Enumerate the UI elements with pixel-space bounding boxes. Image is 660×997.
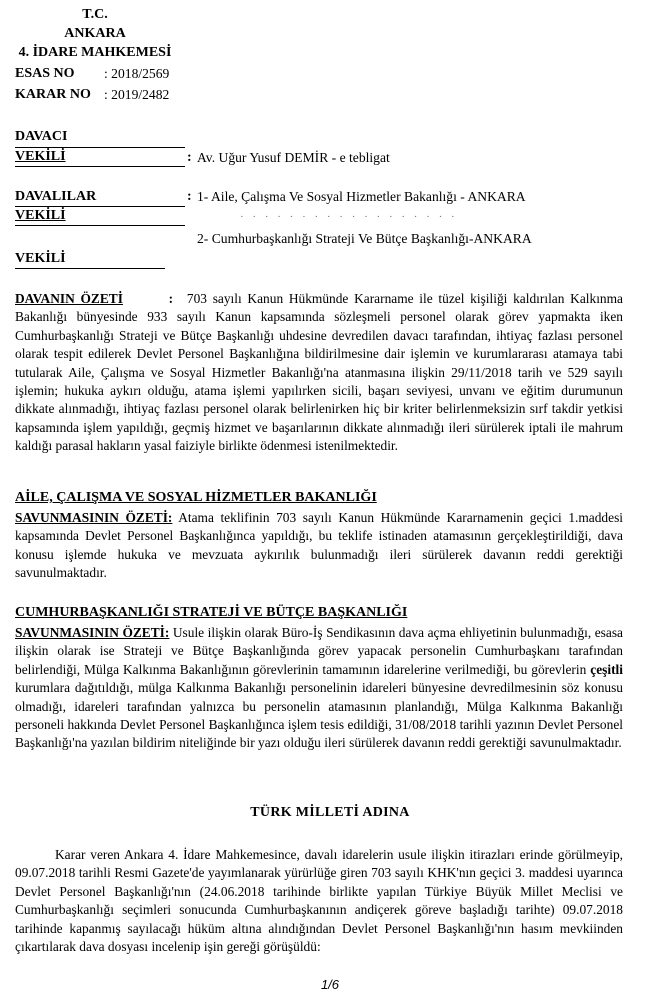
savunma-1-label: SAVUNMASININ ÖZETİ: <box>15 510 173 525</box>
savunma-1-text: Atama teklifinin 703 sayılı Kanun Hükmünde Kararnamenin geçici 1.maddesi kapsamında Devlet Personel Başkanlığınca yapıldığı, bu teklife istinaden atamasının gerçekleştirildiği, dava konusu işlemde hukuka ve mevzuata aykırılık bulunmadığı ileri sürülerek davanın reddi gerektiği savunulmaktadır. <box>15 510 624 581</box>
davaci-label: DAVACI <box>15 129 68 144</box>
vekili-3-rule <box>15 268 165 269</box>
dava-ozeti-label: DAVANIN ÖZETİ <box>15 291 123 306</box>
header-city: ANKARA <box>64 26 126 41</box>
davalilar-label: DAVALILAR <box>15 189 97 204</box>
savunma-2-label: SAVUNMASININ ÖZETİ: <box>15 625 170 640</box>
vekili-value: Av. Uğur Yusuf DEMİR - e tebligat <box>197 150 390 165</box>
header-tc: T.C. <box>82 7 108 22</box>
savunma-2-title: CUMHURBAŞKANLIĞI STRATEJİ VE BÜTÇE BAŞKANLIĞI <box>15 605 408 620</box>
savunma-1-paragraph <box>15 509 623 583</box>
esas-value: : 2018/2569 <box>104 66 170 81</box>
vekili-rule <box>15 166 185 167</box>
vekili-2-label: VEKİLİ <box>15 208 66 223</box>
vekili-2-rule <box>15 225 185 226</box>
dava-ozeti-paragraph <box>15 290 623 456</box>
karar-label: KARAR NO <box>15 87 91 102</box>
savunma-2-text-a: Usule ilişkin olarak Büro-İş Sendikasının dava açma ehliyetinin bulunmadığı, esasa ilişkin olarak ise Strateji ve Bütçe Başkanlığında görev yapacak personelin Cumhurbaşkanı tarafından belirlendiği, Mülga Kalkınma Bakanlığının görevlerinin tamamının idarelerine verilmediği, bu görevlerin <box>15 625 623 677</box>
savunma-1-title: AİLE, ÇALIŞMA VE SOSYAL HİZMETLER BAKANLIĞI <box>15 490 377 505</box>
karar-text: Karar veren Ankara 4. İdare Mahkemesince, davalı idarelerin usule ilişkin itirazları erinde görülmeyip, 09.07.2018 tarihli Resmi Gazete'de yayımlanarak yürürlüğe giren 703 sayılı KHK'nın geçici 3. maddesi uyarınca Devlet Personel Başkanlığı'nın (24.06.2018 tarihinde birlikte yapılan Türkiye Büyük Millet Meclisi ve Cumhurbaşkanlığı seçimleri sonucunda Cumhurbaşkanının andiçerek göreve başladığı tarihte) 09.07.2018 tarihinde kapanmış sayılacağı hüküm altına alındığından Devlet Personel Başkanlığı'nın hasım mevkiinden çıkartılarak dava dosyası incelenip işin gereği görüşüldü: <box>15 847 623 955</box>
karar-value: : 2019/2482 <box>104 87 170 102</box>
karar-paragraph <box>15 846 623 956</box>
redacted-line: · · · · · · · · · · · · · · · · · · <box>240 211 458 223</box>
davali-2: 2- Cumhurbaşkanlığı Strateji Ve Bütçe Başkanlığı-ANKARA <box>197 231 532 246</box>
dava-ozeti-colon: : <box>168 291 174 306</box>
vekili-3-label: VEKİLİ <box>15 251 66 266</box>
davali-1: 1- Aile, Çalışma Ve Sosyal Hizmetler Bakanlığı - ANKARA <box>197 189 526 204</box>
davalilar-colon: : <box>187 189 192 204</box>
karar-title: TÜRK MİLLETİ ADINA <box>250 805 410 820</box>
header-court: 4. İDARE MAHKEMESİ <box>18 45 172 60</box>
savunma-2-text-b: kurumlara dağıtıldığı, mülga Kalkınma Bakanlığı personelinin idareleri bünyesine devredilmesinin söz konusu olmadığı, idareleri tarafından yalnızca bu personelin atamasının planlandığı, Mülga Kalkınma Bakanlığı personeli hakkında Devlet Personel Başkanlığınca işlem tesis edildiği, 31/08/2018 tarihli yazının Devlet Personel Başkanlığı'na yazılan bildirim niteliğinde bir yazı olduğu ileri sürülerek davanın reddi gerektiği savunulmaktadır. <box>15 680 623 751</box>
page-number: 1/6 <box>320 977 340 992</box>
dava-ozeti-text: 703 sayılı Kanun Hükmünde Kararname ile tüzel kişiliği kaldırılan Kalkınma Bakanlığı bünyesinde 933 sayılı Kanun kapsamında sözleşmeli personel olarak görev yapmakta iken Cumhurbaşkanlığı Strateji ve Bütçe Başkanlığı uhdesine devredilen davacı tarafından, ihtiyaç fazlası personel olarak tespit edilerek Devlet Personel Başkanlığına bildirilmesine dair işlemin ve kurumlararası atamaya tabi tutularak Aile, Çalışma ve Sosyal Hizmetler Bakanlığı'na atanmasına ilişkin 29/11/2018 tarih ve 529 sayılı işlemin; hukuka aykırı olduğu, atama işlemi yapılırken sicili, başarı seviyesi, unvanı ve eğitim durumunun dikkate alınmadığı, ihtiyaç fazlası personel olarak belirlenirken hiç bir kriter belirlenmeksizin sırf takdir yetkisi kapsamında işlem yapıldığı, geçmiş hizmet ve başarılarının dikkate alınmadığı ileri sürülerek iptali ile mahrum kaldığı parasal hakların yasal faiziyle birlikte ödenmesi istenilmektedir. <box>15 291 623 454</box>
vekili-colon: : <box>187 150 192 165</box>
savunma-2-bold-word: çeşitli <box>590 661 623 677</box>
esas-label: ESAS NO <box>15 66 75 81</box>
savunma-2-paragraph <box>15 624 623 753</box>
vekili-label: VEKİLİ <box>15 149 66 164</box>
